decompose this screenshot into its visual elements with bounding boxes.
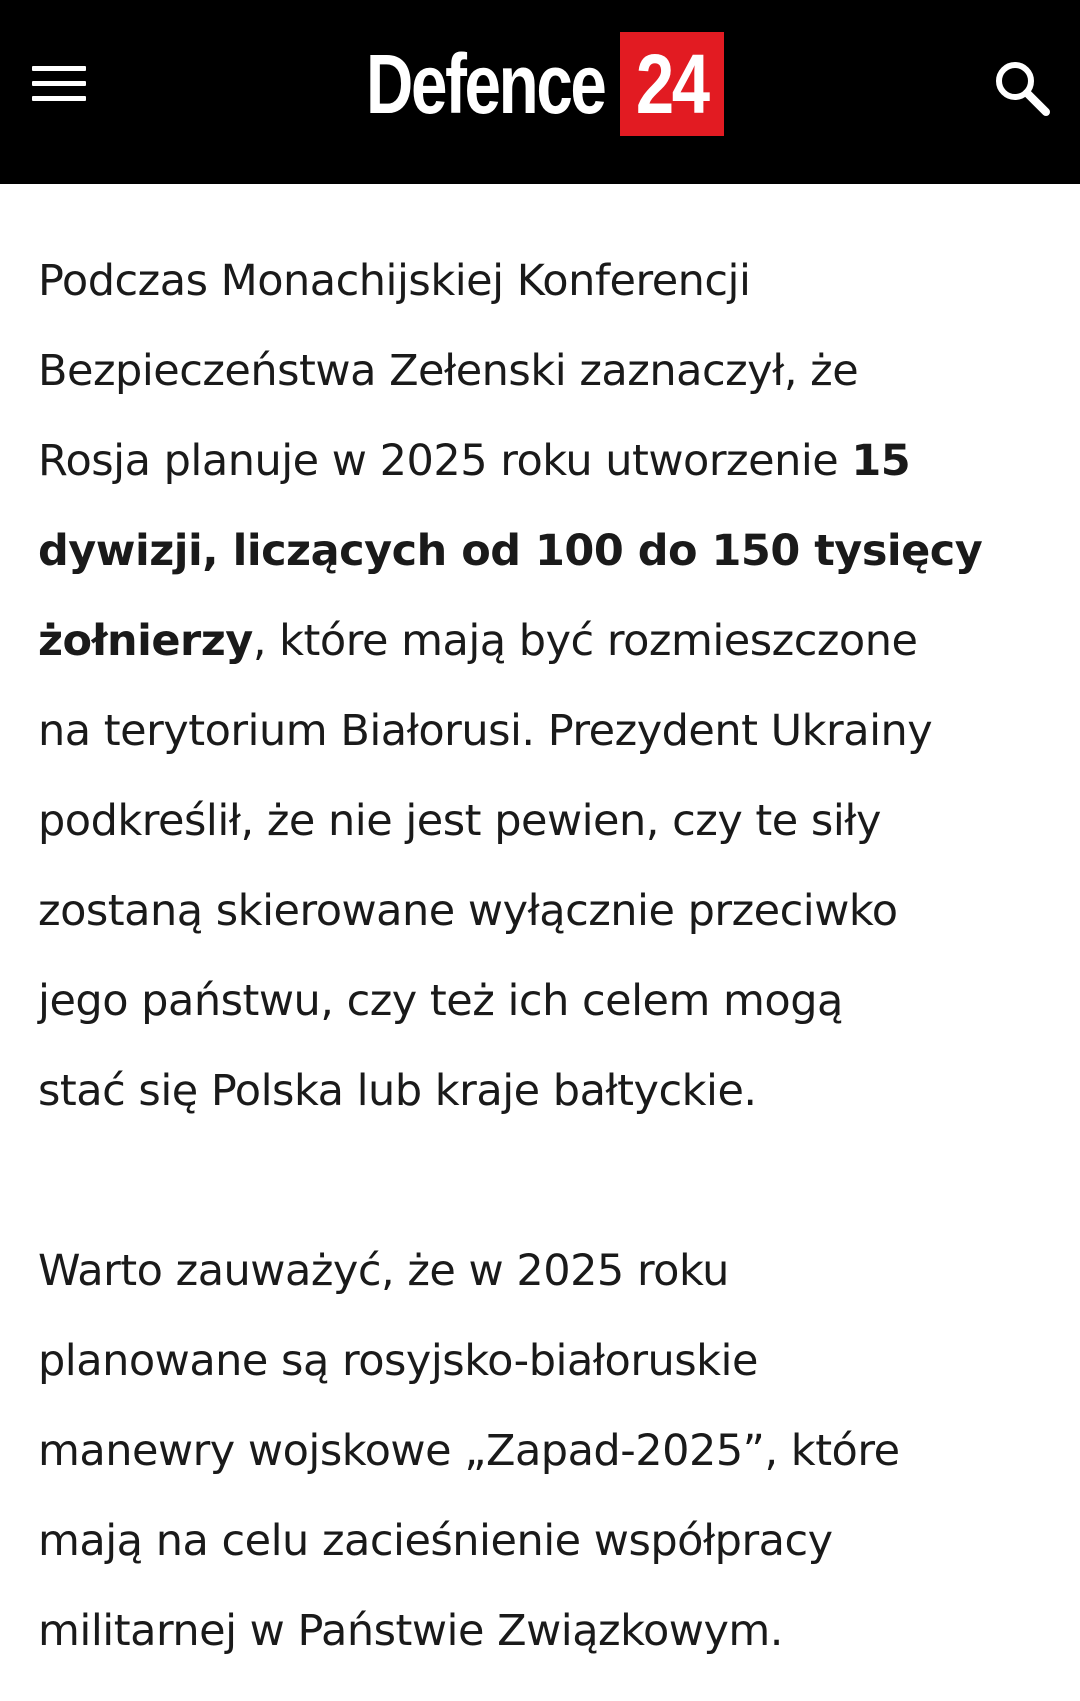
article-paragraph xyxy=(38,1226,1048,1676)
menu-bar xyxy=(32,96,86,101)
bold-text: żołnierzy xyxy=(38,616,253,666)
text-line: jego państwu, czy też ich celem mogą xyxy=(38,976,843,1026)
menu-bar xyxy=(32,81,86,86)
text-line: militarnej w Państwie Związkowym. xyxy=(38,1606,783,1656)
hamburger-menu-icon[interactable] xyxy=(26,58,92,110)
text-span: Rosja planuje w 2025 roku utworzenie xyxy=(38,436,852,486)
article-paragraph xyxy=(38,236,1048,1136)
site-logo[interactable] xyxy=(366,32,724,136)
text-line xyxy=(38,596,1048,686)
text-line xyxy=(38,416,1048,506)
text-line: Warto zauważyć, że w 2025 roku xyxy=(38,1246,729,1296)
text-line: mają na celu zacieśnienie współpracy xyxy=(38,1516,833,1566)
text-line: planowane są rosyjsko-białoruskie xyxy=(38,1336,758,1386)
text-line: na terytorium Białorusi. Prezydent Ukrainy xyxy=(38,706,933,756)
text-line: manewry wojskowe „Zapad-2025”, które xyxy=(38,1426,900,1476)
article-body xyxy=(38,236,1048,1676)
text-line: zostaną skierowane wyłącznie przeciwko xyxy=(38,886,898,936)
text-line: Podczas Monachijskiej Konferencji xyxy=(38,256,751,306)
logo-word: Defence xyxy=(366,36,605,131)
text-line: Bezpieczeństwa Zełenski zaznaczył, że xyxy=(38,346,859,396)
text-line: stać się Polska lub kraje bałtyckie. xyxy=(38,1066,757,1116)
site-header xyxy=(0,0,1080,184)
text-span: , które mają być rozmieszczone xyxy=(252,616,918,666)
bold-text: dywizji, liczących od 100 do 150 tysięcy xyxy=(38,526,983,576)
paragraph-spacer xyxy=(38,1136,1048,1226)
logo-number-box xyxy=(620,32,724,136)
search-icon[interactable] xyxy=(992,58,1054,120)
search-icon-graphic xyxy=(992,58,1054,120)
menu-bar xyxy=(32,66,86,71)
text-line xyxy=(38,506,1048,596)
logo-number: 24 xyxy=(636,36,708,131)
bold-text: 15 xyxy=(851,436,911,486)
text-line: podkreślił, że nie jest pewien, czy te siły xyxy=(38,796,881,846)
